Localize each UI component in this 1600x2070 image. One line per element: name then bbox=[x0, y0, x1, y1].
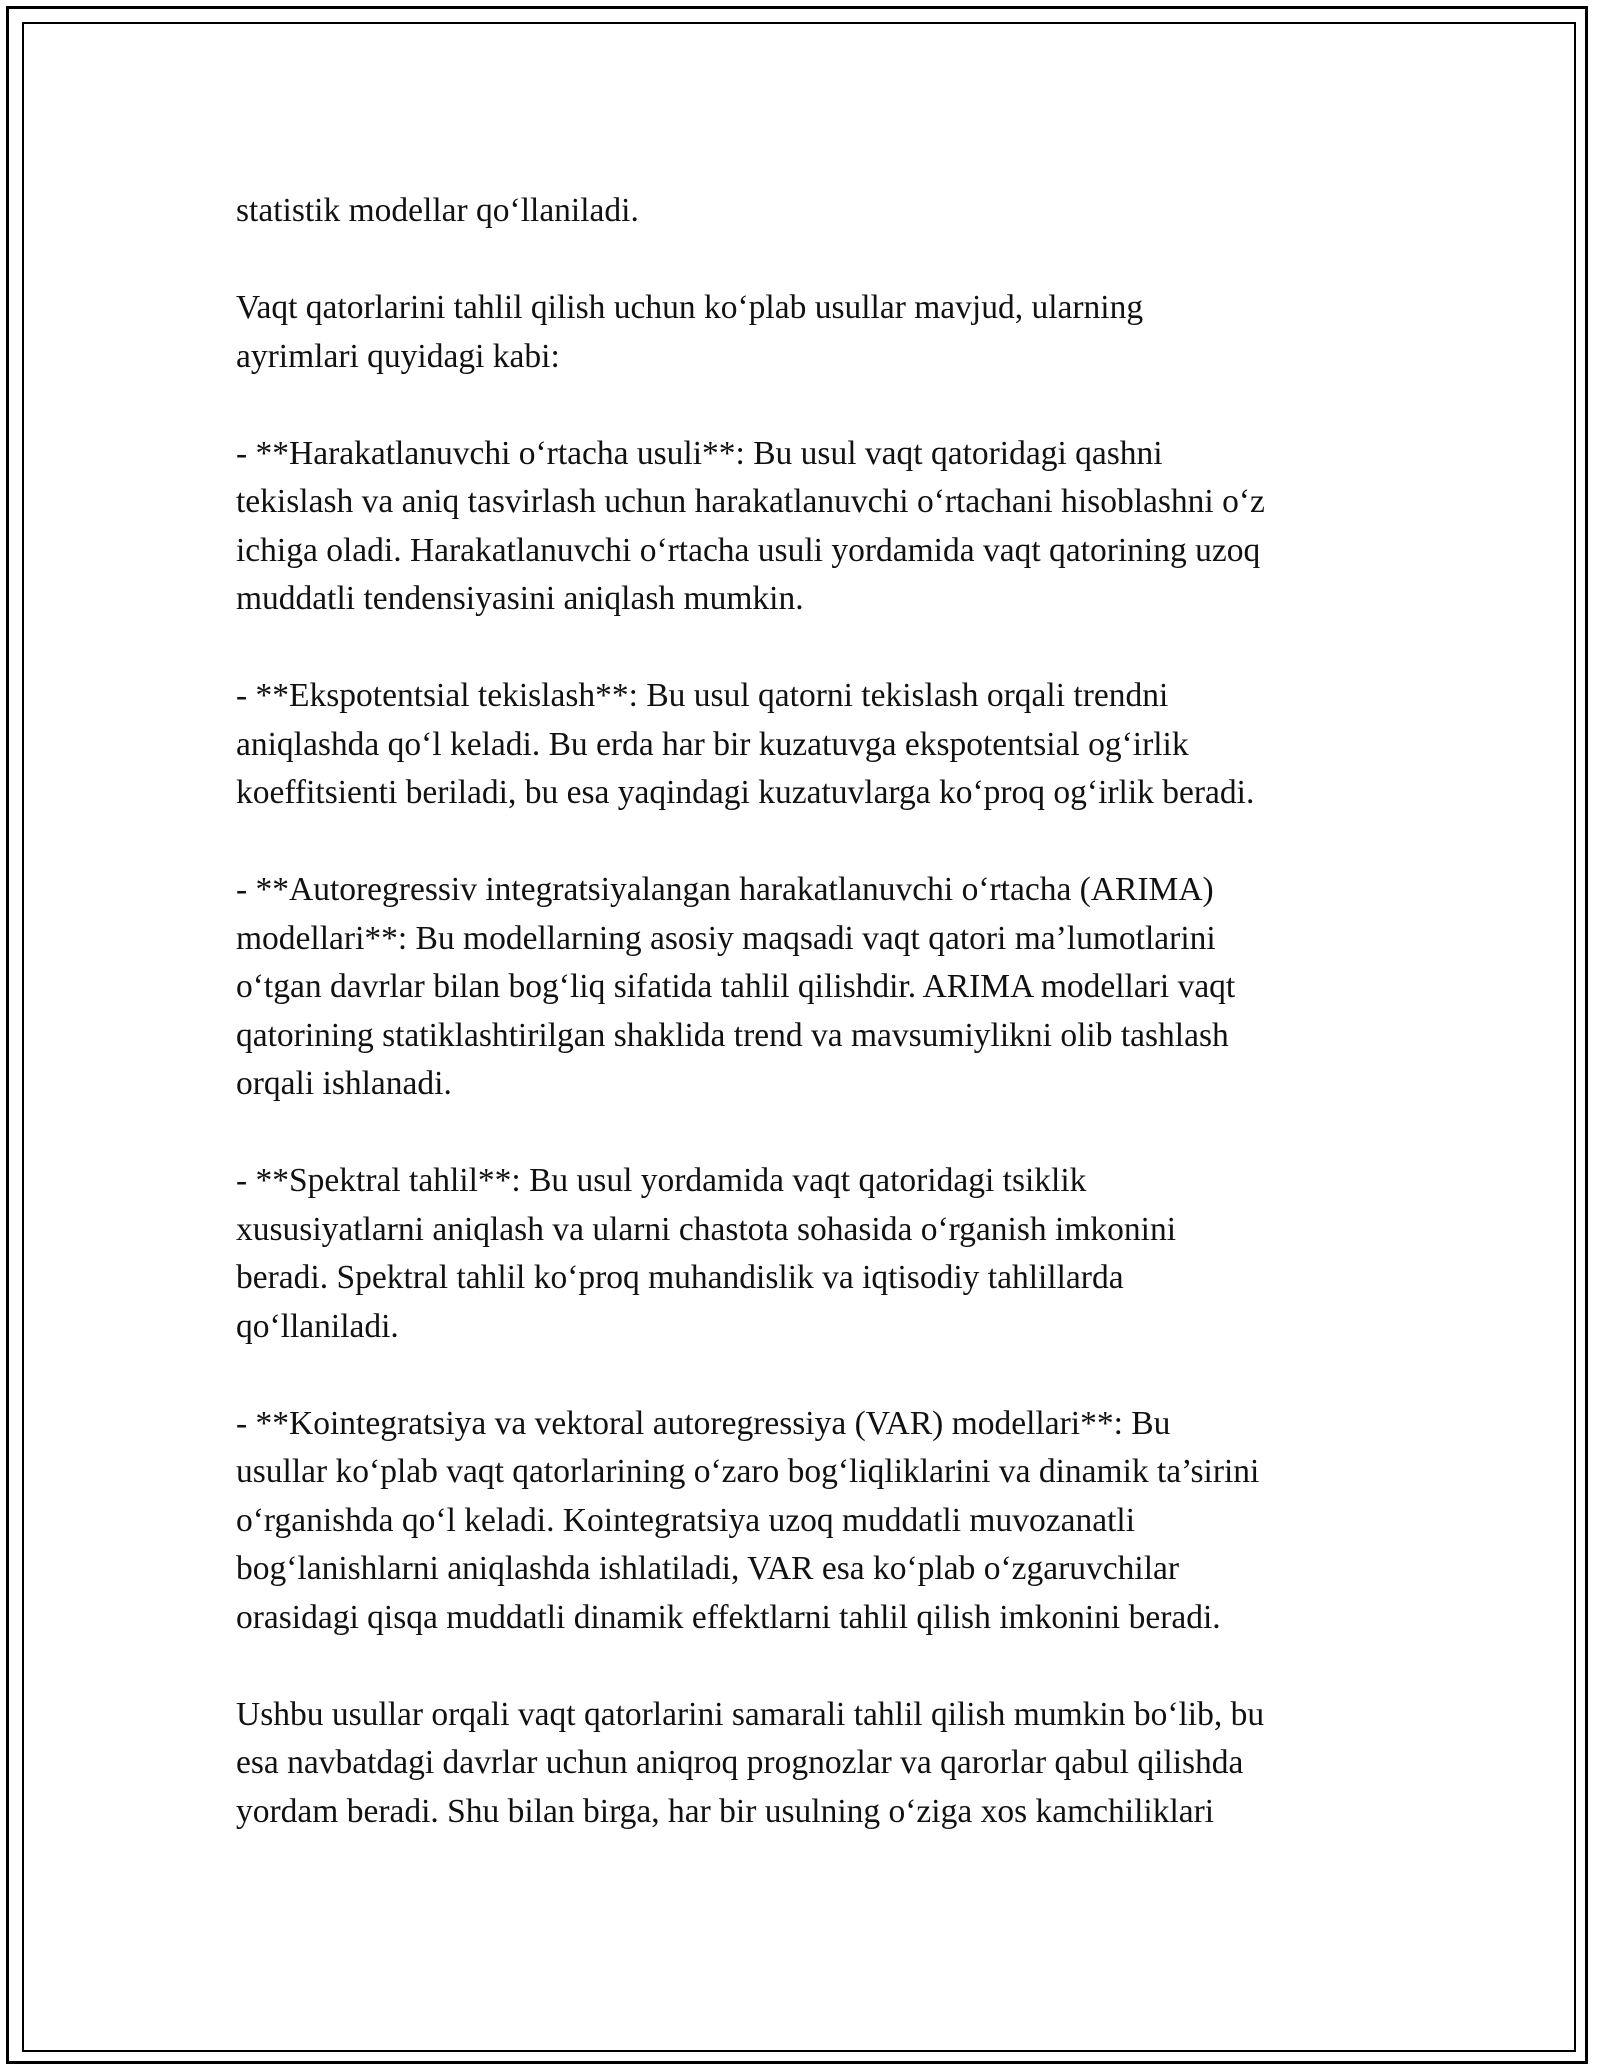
paragraph-methods-intro: Vaqt qatorlarini tahlil qilish uchun ko‘plab usullar mavjud, ularning ayrimlari quyidagi kabi: bbox=[236, 289, 1144, 375]
list-item-arima: - **Autoregressiv integratsiyalangan harakatlanuvchi o‘rtacha (ARIMA) modellari**: Bu modellarning asosiy maqsadi vaqt qatori ma’lumotlarini o‘tgan davrlar bilan bog‘liq sifatida tahlil qilishdir. ARIMA modellari vaqt qatorining statiklashtirilgan shaklida trend va mavsumiylikni olib tashlash orqali ishlanadi. bbox=[236, 871, 1236, 1102]
list-item-cointegration-var: - **Kointegratsiya va vektoral autoregressiya (VAR) modellari**: Bu usullar ko‘plab vaqt qatorlarining o‘zaro bog‘liqliklarini va dinamik ta’sirini o‘rganishda qo‘l keladi. Kointegratsiya uzoq muddatli muvozanatli bog‘lanishlarni aniqlashda ishlatiladi, VAR esa ko‘plab o‘zgaruvchilar orasidagi qisqa muddatli dinamik effektlarni tahlil qilish imkonini beradi. bbox=[236, 1404, 1260, 1636]
paragraph-conclusion: Ushbu usullar orqali vaqt qatorlarini samarali tahlil qilish mumkin bo‘lib, bu esa navbatdagi davrlar uchun aniqroq prognozlar va qarorlar qabul qilishda yordam beradi. Shu bilan birga, har bir usulning o‘ziga xos kamchiliklari bbox=[236, 1695, 1265, 1830]
document-body bbox=[236, 187, 1366, 1836]
list-item-exponential-smoothing: - **Ekspotentsial tekislash**: Bu usul qatorni tekislash orqali trendni aniqlashda qo‘l keladi. Bu erda har bir kuzatuvga ekspotentsial og‘irlik koeffitsienti beriladi, bu esa yaqindagi kuzatuvlarga ko‘proq og‘irlik beradi. bbox=[236, 677, 1255, 811]
paragraph-intro-continuation: statistik modellar qo‘llaniladi. bbox=[236, 192, 639, 229]
list-item-spectral-analysis: - **Spektral tahlil**: Bu usul yordamida vaqt qatoridagi tsiklik xususiyatlarni aniqlash va ularni chastota sohasida o‘rganish imkonini beradi. Spektral tahlil ko‘proq muhandislik va iqtisodiy tahlillarda qo‘llaniladi. bbox=[236, 1162, 1176, 1345]
list-item-moving-average: - **Harakatlanuvchi o‘rtacha usuli**: Bu usul vaqt qatoridagi qashni tekislash va aniq tasvirlash uchun harakatlanuvchi o‘rtachani hisoblashni o‘z ichiga oladi. Harakatlanuvchi o‘rtacha usuli yordamida vaqt qatorining uzoq muddatli tendensiyasini aniqlash mumkin. bbox=[236, 434, 1265, 617]
